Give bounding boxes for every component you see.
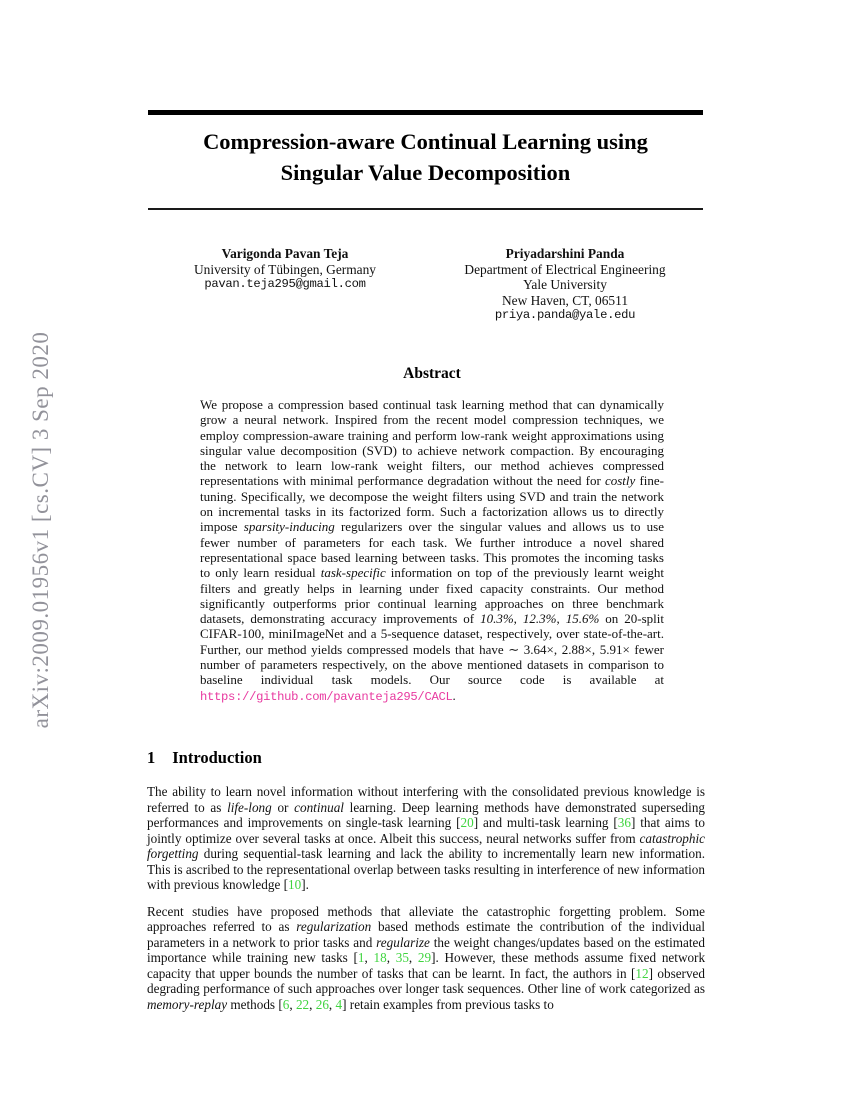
text-segment: , [289, 996, 296, 1012]
citation-link[interactable]: 4 [335, 996, 343, 1012]
citation-link[interactable]: 35 [395, 950, 409, 965]
text-segment: fine-tuning. Specifically, we decompose the weight filters using SVD and train the network on incremental tasks in its factorized form. Such a factorization allows us to directly impose [200, 473, 665, 535]
section-heading-introduction [147, 748, 705, 768]
text-segment: 15.6% [565, 611, 600, 627]
author-left [145, 246, 425, 324]
text-segment: methods [ [227, 996, 283, 1012]
source-code-url-link[interactable]: https://github.com/pavanteja295/CACL [200, 689, 453, 704]
text-segment: on 20-split CIFAR-100, miniImageNet and a 5-sequence dataset, respectively, over state-of-the-art. Further, our method yields compressed models that have ∼ 3.64×, 2.88×, 5.91× fewer number of parameters respectively, on the above mentioned datasets in comparison to baseline individual task models. Our source code is available at [200, 611, 664, 688]
author-email: pavan.teja295@gmail.com [204, 277, 366, 291]
text-segment: We propose a compression based continual task learning method that can dynamically grow a neural network. Inspired from the recent model compression techniques, we employ compression-aware training and perform low-rank weight approximations using singular value decomposition (SVD) to achieve network compaction. By encouraging the network to learn low-rank weight filters, our method achieves compressed representations with minimal performance degradation without the need for [200, 397, 664, 489]
text-segment: ]. [301, 877, 309, 892]
text-segment: the weight changes/updates based on the estimated importance while training new tasks [ [147, 934, 705, 965]
title-rule-top [148, 110, 703, 115]
author-affiliation: New Haven, CT, 06511 [501, 292, 629, 308]
text-segment: ] observed degrading performance of such approaches over longer task sequences. Other line of work categorized as [147, 965, 705, 996]
text-segment: life-long [227, 799, 272, 815]
text-segment: , [513, 611, 523, 627]
text-segment: ] and multi-task learning [ [473, 815, 618, 830]
text-segment: , [556, 611, 566, 627]
introduction-section [147, 748, 705, 1012]
text-segment: Recent studies have proposed methods that alleviate the catastrophic forgetting problem. Some approaches referred to as [147, 903, 705, 934]
text-segment: memory-replay [147, 996, 228, 1012]
text-segment: . [452, 687, 456, 703]
intro-paragraph-2 [147, 904, 705, 1013]
text-segment: 12.3% [522, 611, 557, 627]
paper-title [148, 126, 703, 188]
abstract-heading: Abstract [403, 365, 461, 382]
paper-title-line2: Singular Value Decomposition [280, 160, 571, 185]
text-segment: or [271, 799, 295, 815]
section-title: Introduction [172, 748, 262, 767]
abstract-section [200, 365, 664, 705]
text-segment: ] that aims to jointly optimize over several tasks at once. Albeit this success, neural networks suffer from [147, 815, 705, 846]
intro-paragraph-1 [147, 784, 705, 893]
author-affiliation: Department of Electrical Engineering [464, 261, 666, 277]
citation-link[interactable]: 10 [288, 877, 302, 892]
author-right [425, 246, 705, 324]
text-segment: regularization [296, 919, 372, 934]
text-segment: ]. However, these methods assume fixed network capacity that upper bounds the number of tasks that can be learnt. In fact, the authors in [ [147, 950, 706, 981]
arxiv-watermark: arXiv:2009.01956v1 [cs.CV] 3 Sep 2020 [28, 331, 53, 729]
text-segment: learning. Deep learning methods have demonstrated superseding performances and improvements on single-task learning [ [147, 799, 706, 830]
text-segment: during sequential-task learning and lack the ability to incrementally learn new information. This is ascribed to the representational overlap between tasks resulting in interference of new information with previous knowledge [ [147, 846, 705, 892]
text-segment: continual [294, 799, 344, 815]
citation-link[interactable]: 36 [617, 815, 631, 830]
text-segment: , [309, 996, 316, 1012]
text-segment: ] retain examples from previous tasks to [342, 996, 554, 1012]
citation-link[interactable]: 20 [460, 815, 474, 830]
text-segment: task-specific [320, 565, 386, 581]
citation-link[interactable]: 26 [315, 996, 329, 1012]
text-segment: regularize [376, 934, 430, 950]
text-segment: The ability to learn novel information without interfering with the consolidated previous knowledge is referred to as [147, 784, 705, 815]
author-name: Varigonda Pavan Teja [221, 246, 349, 261]
citation-link[interactable]: 6 [282, 996, 290, 1012]
section-number: 1 [147, 748, 156, 767]
text-segment: based methods estimate the contribution of the individual parameters in a network to prior tasks and [147, 919, 705, 950]
abstract-text [200, 397, 664, 705]
text-segment: information on top of the previously learnt weight filters and greatly helps in learning under fixed capacity constraints. Our method significantly outperforms prior continual learning approaches on three benchmark datasets, demonstrating accuracy improvements of [200, 565, 665, 627]
text-segment: costly [604, 473, 636, 489]
author-block [145, 246, 705, 324]
text-segment: regularizers over the singular values and allows us to use fewer number of parameters for each task. We further introduce a novel shared representational space based learning between tasks. This promotes the incoming tasks to only learn residual [200, 519, 664, 581]
paper-title-line1: Compression-aware Continual Learning using [203, 129, 648, 154]
text-segment: sparsity-inducing [243, 519, 335, 535]
title-rule-bottom [148, 208, 703, 210]
author-affiliation: University of Tübingen, Germany [194, 261, 376, 277]
text-segment: , [364, 950, 374, 965]
text-segment: , [328, 996, 336, 1012]
text-segment: , [408, 950, 418, 965]
citation-link[interactable]: 1 [357, 950, 365, 965]
author-name: Priyadarshini Panda [505, 246, 625, 261]
citation-link[interactable]: 12 [635, 965, 649, 981]
text-segment: 10.3% [480, 611, 514, 627]
author-affiliation: Yale University [523, 277, 607, 292]
citation-link[interactable]: 18 [373, 950, 387, 965]
citation-link[interactable]: 29 [417, 950, 432, 965]
text-segment: catastrophic forgetting [147, 830, 705, 861]
citation-link[interactable]: 22 [295, 996, 310, 1012]
author-email: priya.panda@yale.edu [494, 308, 636, 322]
text-segment: , [386, 950, 396, 965]
